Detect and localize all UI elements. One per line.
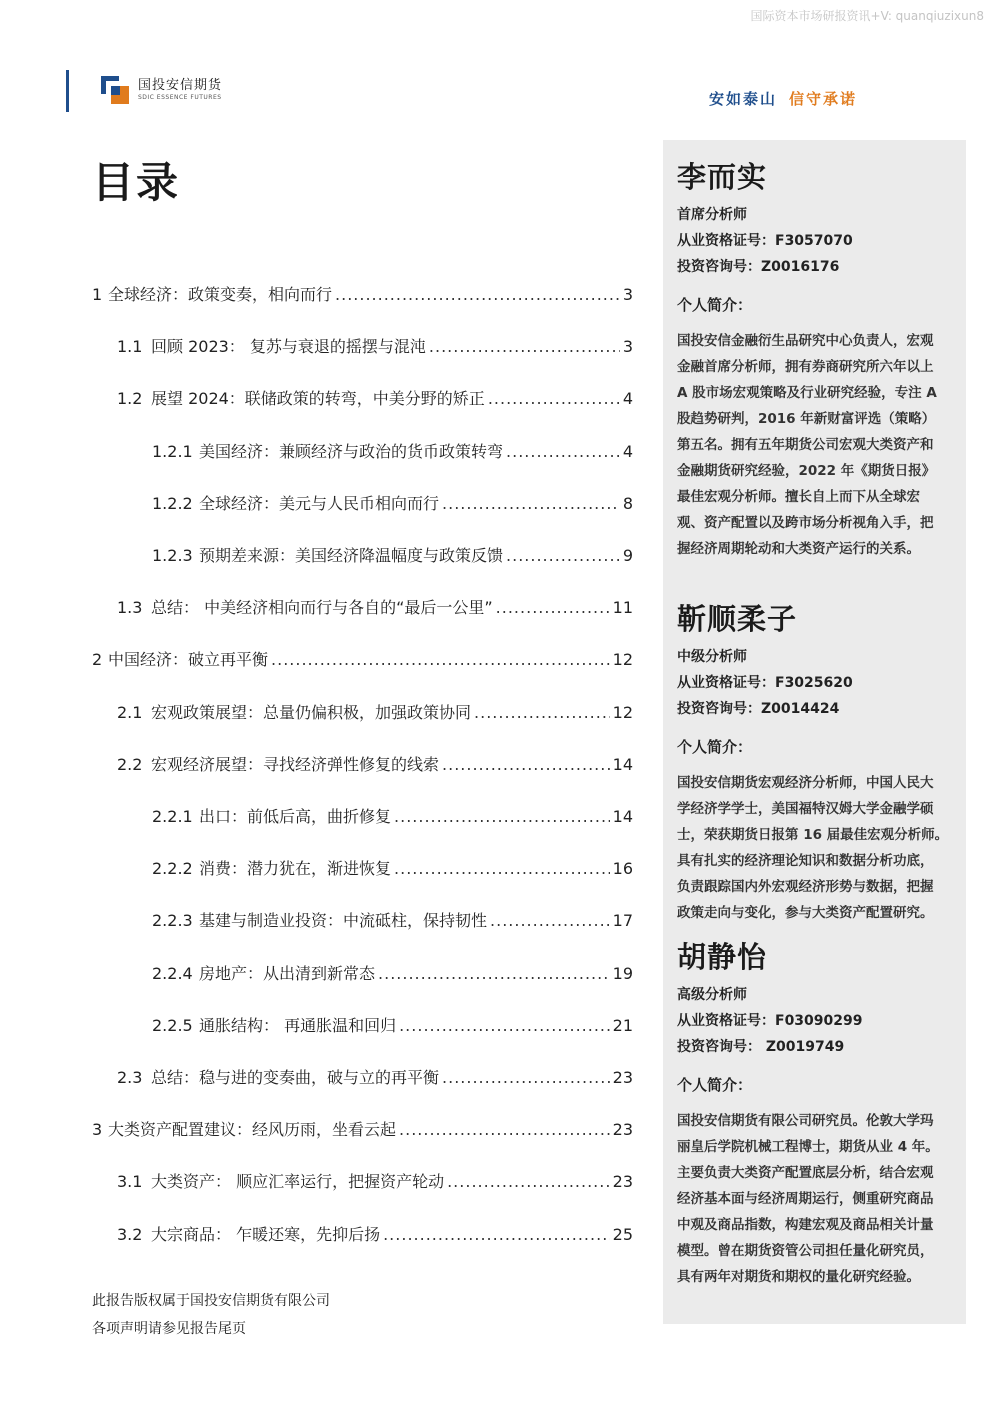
brand-slogan bbox=[709, 88, 857, 109]
toc-entry-number: 2.1 bbox=[117, 703, 143, 722]
analyst-advisory-number: 投资咨询号：Z0014424 bbox=[677, 701, 840, 717]
toc-dot-leader bbox=[488, 389, 620, 408]
toc-dot-leader bbox=[399, 1016, 610, 1035]
toc-entry[interactable] bbox=[152, 856, 633, 878]
toc-entry[interactable] bbox=[117, 386, 633, 408]
toc-entry-title: 消费：潜力犹在，渐进恢复 bbox=[199, 859, 392, 878]
toc-dot-leader bbox=[399, 1120, 610, 1139]
toc-entry-page: 4 bbox=[622, 442, 633, 461]
toc-entry-title: 预期差来源：美国经济降温幅度与政策反馈 bbox=[199, 546, 504, 565]
toc-entry-number: 2.3 bbox=[117, 1068, 143, 1087]
toc-entry-page: 3 bbox=[622, 285, 633, 304]
toc-entry-page: 11 bbox=[612, 598, 633, 617]
toc-dot-leader bbox=[496, 598, 610, 617]
toc-dot-leader bbox=[447, 1172, 610, 1191]
toc-entry-title: 大类资产配置建议：经风历雨，坐看云起 bbox=[108, 1120, 397, 1139]
analyst-title: 首席分析师 bbox=[677, 207, 747, 223]
toc-entry-page: 8 bbox=[622, 494, 633, 513]
toc-entry-title: 展望 2024：联储政策的转弯，中美分野的矫正 bbox=[151, 389, 485, 408]
toc-entry-page: 23 bbox=[612, 1120, 633, 1139]
analyst-intro-label: 个人简介： bbox=[677, 1076, 753, 1094]
toc-entry-page: 14 bbox=[612, 807, 633, 826]
toc-dot-leader bbox=[490, 911, 610, 930]
analyst-intro-label: 个人简介： bbox=[677, 738, 753, 756]
toc-entry-number: 1.2 bbox=[117, 389, 143, 408]
toc-dot-leader bbox=[383, 1225, 610, 1244]
toc-entry[interactable] bbox=[117, 1065, 633, 1087]
toc-entry-number: 1.2.1 bbox=[152, 442, 193, 461]
toc-dot-leader bbox=[506, 442, 620, 461]
toc-entry[interactable] bbox=[92, 282, 633, 304]
toc-dot-leader bbox=[442, 1068, 610, 1087]
toc-entry-page: 21 bbox=[612, 1016, 633, 1035]
header-accent-bar bbox=[66, 70, 69, 112]
logo-mark-icon bbox=[100, 75, 130, 105]
toc-entry[interactable] bbox=[152, 491, 633, 513]
toc-entry-title: 中国经济：破立再平衡 bbox=[108, 650, 269, 669]
toc-entry-title: 大类资产： 顺应汇率运行，把握资产轮动 bbox=[151, 1172, 445, 1191]
toc-entry-title: 回顾 2023： 复苏与衰退的摇摆与混沌 bbox=[151, 337, 426, 356]
toc-entry-title: 通胀结构： 再通胀温和回归 bbox=[199, 1016, 397, 1035]
toc-entry-title: 总结： 中美经济相向而行与各自的“最后一公里” bbox=[151, 598, 493, 617]
watermark-text: 国际资本市场研报资讯+V: quanqiuzixun8 bbox=[750, 9, 984, 23]
analyst-name: 李而实 bbox=[677, 160, 768, 194]
toc-entry-number: 2.2.1 bbox=[152, 807, 193, 826]
toc-dot-leader bbox=[394, 807, 610, 826]
analyst-intro-label: 个人简介： bbox=[677, 296, 753, 314]
toc-entry-page: 16 bbox=[612, 859, 633, 878]
company-logo bbox=[100, 74, 222, 106]
toc-entry-number: 3.1 bbox=[117, 1172, 143, 1191]
toc-entry-number: 1.1 bbox=[117, 337, 143, 356]
toc-entry-page: 3 bbox=[622, 337, 633, 356]
toc-entry-page: 23 bbox=[612, 1068, 633, 1087]
footer-copyright: 此报告版权属于国投安信期货有限公司 bbox=[92, 1293, 330, 1309]
toc-entry-title: 美国经济：兼顾经济与政治的货币政策转弯 bbox=[199, 442, 504, 461]
toc-dot-leader bbox=[429, 337, 620, 356]
footer-disclaimer-note: 各项声明请参见报告尾页 bbox=[92, 1321, 246, 1337]
toc-dot-leader bbox=[442, 755, 610, 774]
toc-entry[interactable] bbox=[152, 1013, 633, 1035]
toc-entry-title: 宏观政策展望：总量仍偏积极，加强政策协同 bbox=[151, 703, 472, 722]
toc-entry-number: 3 bbox=[92, 1120, 103, 1139]
toc-dot-leader bbox=[442, 494, 620, 513]
slogan-part-2: 信守承诺 bbox=[789, 90, 858, 108]
analyst-cert-number: 从业资格证号：F3025620 bbox=[677, 675, 853, 691]
toc-dot-leader bbox=[335, 285, 620, 304]
toc-entry[interactable] bbox=[117, 700, 633, 722]
toc-entry-number: 1.2.2 bbox=[152, 494, 193, 513]
toc-entry-page: 17 bbox=[612, 911, 633, 930]
slogan-part-1: 安如泰山 bbox=[709, 90, 778, 108]
toc-entry-number: 1 bbox=[92, 285, 103, 304]
toc-entry-page: 25 bbox=[612, 1225, 633, 1244]
toc-entry[interactable] bbox=[117, 334, 633, 356]
toc-entry-number: 1.3 bbox=[117, 598, 143, 617]
toc-entry-page: 9 bbox=[622, 546, 633, 565]
analyst-title: 高级分析师 bbox=[677, 987, 747, 1003]
toc-entry-page: 12 bbox=[612, 650, 633, 669]
logo-name-en: SDIC ESSENCE FUTURES bbox=[138, 94, 222, 101]
toc-entry-number: 2.2.3 bbox=[152, 911, 193, 930]
analyst-cert-number: 从业资格证号：F03090299 bbox=[677, 1013, 863, 1029]
toc-entry[interactable] bbox=[92, 647, 633, 669]
toc-entry-page: 19 bbox=[612, 964, 633, 983]
toc-dot-leader bbox=[378, 964, 610, 983]
toc-entry[interactable] bbox=[117, 595, 633, 617]
toc-entry[interactable] bbox=[152, 543, 633, 565]
analyst-advisory-number: 投资咨询号：Z0016176 bbox=[677, 259, 840, 275]
toc-entry-number: 2.2 bbox=[117, 755, 143, 774]
analyst-name: 胡静怡 bbox=[677, 940, 768, 974]
analyst-advisory-number: 投资咨询号： Z0019749 bbox=[677, 1039, 845, 1055]
toc-entry-number: 2 bbox=[92, 650, 103, 669]
toc-entry[interactable] bbox=[152, 439, 633, 461]
toc-entry-number: 2.2.4 bbox=[152, 964, 193, 983]
analyst-cert-number: 从业资格证号：F3057070 bbox=[677, 233, 853, 249]
toc-entry-title: 宏观经济展望：寻找经济弹性修复的线索 bbox=[151, 755, 440, 774]
toc-entry-title: 出口：前低后高，曲折修复 bbox=[199, 807, 392, 826]
toc-entry-title: 总结：稳与进的变奏曲，破与立的再平衡 bbox=[151, 1068, 440, 1087]
toc-entry-title: 全球经济：政策变奏，相向而行 bbox=[108, 285, 333, 304]
toc-entry[interactable] bbox=[117, 752, 633, 774]
toc-dot-leader bbox=[271, 650, 610, 669]
analyst-intro-text: 国投安信金融衍生品研究中心负责人，宏观 金融首席分析师，拥有券商研究所六年以上 A 股市场宏观策略及行业研究经验，专注 A 股趋势研判，2016 年新财富评选（策略） 第五名。拥有五年期货公司宏观大类资产和 金融期货研究经验，2022 年《期货日报》 最佳宏观分析师。擅长自上而下从全球宏 观、资产配置以及跨市场分析视角入手，把 握经济周期轮动和大类资产运行的关系。 bbox=[677, 333, 937, 557]
toc-entry-page: 23 bbox=[612, 1172, 633, 1191]
analyst-name: 靳顺柔子 bbox=[677, 602, 798, 636]
toc-entry[interactable] bbox=[117, 1169, 633, 1191]
toc-entry-number: 2.2.2 bbox=[152, 859, 193, 878]
toc-entry-number: 3.2 bbox=[117, 1225, 143, 1244]
analyst-title: 中级分析师 bbox=[677, 649, 747, 665]
toc-entry-number: 1.2.3 bbox=[152, 546, 193, 565]
toc-entry-title: 全球经济：美元与人民币相向而行 bbox=[199, 494, 440, 513]
toc-dot-leader bbox=[474, 703, 610, 722]
toc-entry-title: 房地产：从出清到新常态 bbox=[199, 964, 376, 983]
toc-entry[interactable] bbox=[152, 961, 633, 983]
toc-entry[interactable] bbox=[152, 908, 633, 930]
analyst-intro-text: 国投安信期货宏观经济分析师，中国人民大 学经济学学士，美国福特汉姆大学金融学硕 士，荣获期货日报第 16 届最佳宏观分析师。 具有扎实的经济理论知识和数据分析功底， 负责跟踪国内外宏观经济形势与数据，把握 政策走向与变化，参与大类资产配置研究。 bbox=[677, 775, 949, 921]
toc-entry-page: 12 bbox=[612, 703, 633, 722]
toc-entry[interactable] bbox=[152, 804, 633, 826]
analyst-intro-text: 国投安信期货有限公司研究员。伦敦大学玛 丽皇后学院机械工程博士，期货从业 4 年。 主要负责大类资产配置底层分析，结合宏观 经济基本面与经济周期运行，侧重研究商品 中观及商品指数，构建宏观及商品相关计量 模型。曾在期货资管公司担任量化研究员， 具有两年对期货和期权的量化研究经验。 bbox=[677, 1113, 939, 1285]
toc-entry-page: 4 bbox=[622, 389, 633, 408]
toc-entry-title: 大宗商品： 乍暖还寒，先抑后扬 bbox=[151, 1225, 381, 1244]
toc-entry-page: 14 bbox=[612, 755, 633, 774]
toc-dot-leader bbox=[506, 546, 620, 565]
toc-dot-leader bbox=[394, 859, 610, 878]
toc-entry-number: 2.2.5 bbox=[152, 1016, 193, 1035]
toc-entry-title: 基建与制造业投资：中流砥柱，保持韧性 bbox=[199, 911, 488, 930]
toc-entry[interactable] bbox=[92, 1117, 633, 1139]
toc-entry[interactable] bbox=[117, 1222, 633, 1244]
toc-title: 目录 bbox=[92, 158, 181, 207]
logo-name-cn: 国投安信期货 bbox=[138, 78, 223, 93]
